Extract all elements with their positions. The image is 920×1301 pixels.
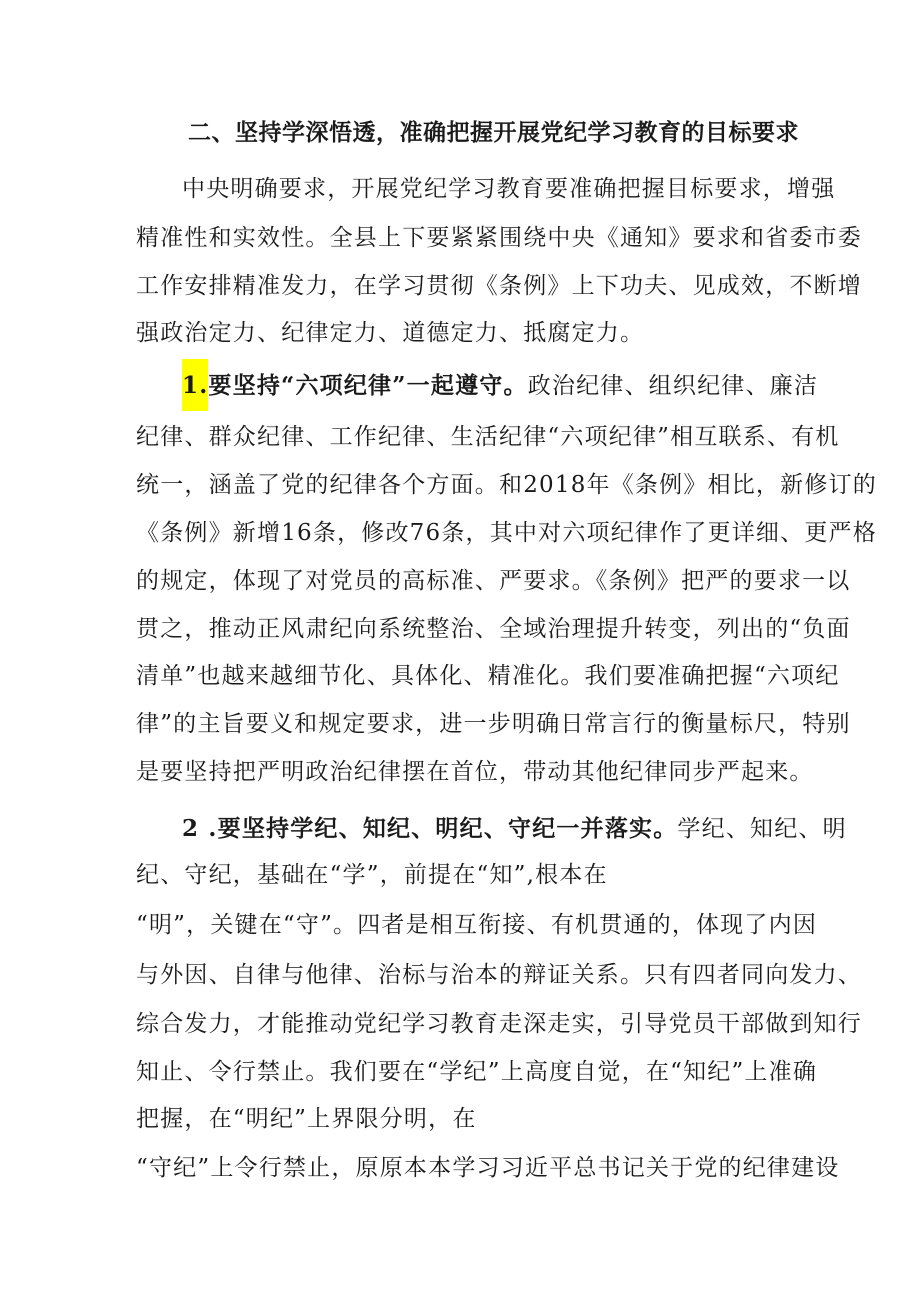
paragraph-line: 工作安排精准发力，在学习贯彻《条例》上下功夫、见成效，不断增 bbox=[136, 273, 862, 299]
paragraph-text: 学纪、知纪、明 bbox=[677, 816, 847, 842]
paragraph-line: 纪、守纪，基础在“学”，前提在“知”,根本在 bbox=[136, 862, 608, 888]
paragraph-line: 清单”也越来越细节化、具体化、精准化。我们要准确把握“六项纪 bbox=[136, 663, 840, 689]
paragraph-line: 律”的主旨要义和规定要求，进一步明确日常言行的衡量标尺，特别 bbox=[136, 711, 851, 737]
paragraph-line: 贯之，推动正风肃纪向系统整治、全域治理提升转变，列出的“负面 bbox=[136, 616, 851, 642]
paragraph-line: 综合发力，才能推动党纪学习教育走深走实，引导党员干部做到知行 bbox=[136, 1011, 862, 1037]
paragraph-line: 统一，涵盖了党的纪律各个方面。和2018年《条例》相比，新修订的 bbox=[136, 472, 877, 498]
paragraph-line: 与外因、自律与他律、治标与治本的辩证关系。只有四者同向发力、 bbox=[136, 962, 862, 988]
paragraph-line: 《条例》新增16条，修改76条，其中对六项纪律作了更详细、更严格 bbox=[136, 520, 877, 546]
subsection-lead: 2 .要坚持学纪、知纪、明纪、守纪一并落实。 bbox=[182, 815, 678, 842]
paragraph-line: 中央明确要求，开展党纪学习教育要准确把握目标要求，增强 bbox=[182, 176, 836, 202]
paragraph-line: 强政治定力、纪律定力、道德定力、抵腐定力。 bbox=[136, 320, 645, 346]
paragraph-line: “守纪”上令行禁止，原原本本学习习近平总书记关于党的纪律建设 bbox=[136, 1155, 840, 1181]
paragraph-line: 的规定，体现了对党员的高标准、严要求。《条例》把严的要求一以 bbox=[136, 568, 851, 594]
paragraph-line bbox=[182, 814, 847, 844]
section-heading: 二、坚持学深悟透，准确把握开展党纪学习教育的目标要求 bbox=[188, 119, 799, 146]
paragraph-line: 是要坚持把严明政治纪律摆在首位，带动其他纪律同步严起来。 bbox=[136, 759, 814, 785]
paragraph-line: “明”，关键在“守”。四者是相互衔接、有机贯通的，体现了内因 bbox=[136, 912, 818, 938]
paragraph-text: 政治纪律、组织纪律、廉洁 bbox=[527, 373, 819, 399]
paragraph-line: 知止、令行禁止。我们要在“学纪”上高度自觉，在“知纪”上准确 bbox=[136, 1059, 818, 1085]
paragraph-line: 把握，在“明纪”上界限分明，在 bbox=[136, 1106, 477, 1132]
paragraph-line: 精准性和实效性。全县上下要紧紧围绕中央《通知》要求和省委市委 bbox=[136, 225, 862, 251]
subsection-lead: 要坚持“六项纪律”一起遵守。 bbox=[208, 372, 528, 399]
paragraph-line bbox=[182, 371, 819, 401]
paragraph-line: 纪律、群众纪律、工作纪律、生活纪律“六项纪律”相互联系、有机 bbox=[136, 424, 840, 450]
highlighted-number: 1. bbox=[182, 359, 208, 411]
